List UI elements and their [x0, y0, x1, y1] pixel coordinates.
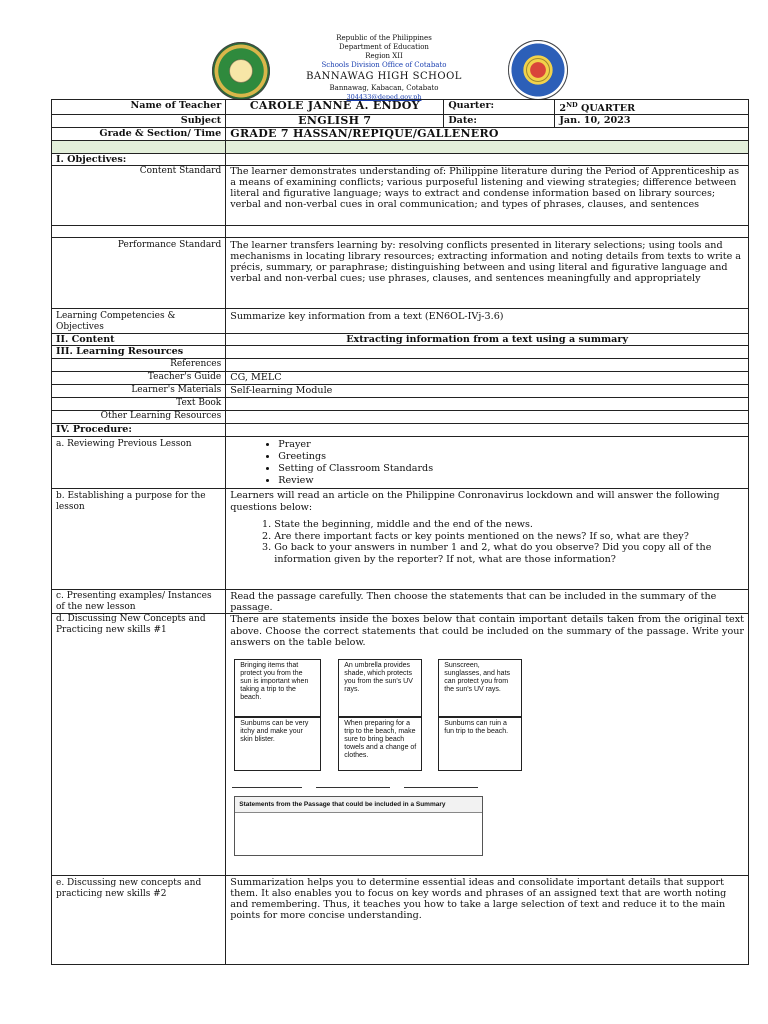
division-line: Schools Division Office of Cotabato: [321, 61, 447, 69]
textbook-row: [52, 398, 749, 411]
resources-heading-row: [52, 346, 749, 359]
purpose-row: [52, 489, 749, 590]
list-item: • Review: [278, 475, 744, 487]
list-item: 2. Are there important facts or key points mentioned on the news? If so, what are they?: [274, 531, 744, 543]
date-label: Date:: [444, 115, 555, 128]
letterhead-area: [0, 0, 768, 100]
competency-label: Learning Competencies & Objectives: [52, 309, 226, 334]
reviewing-lesson-row: [52, 437, 749, 489]
objectives-heading-row: [52, 154, 749, 166]
purpose-questions: [230, 519, 744, 565]
competency-row: [52, 309, 749, 334]
statement-boxes: [230, 659, 744, 867]
statement-box: Sunburns can ruin a fun trip to the beach.: [438, 717, 522, 771]
school-email-link[interactable]: 304433@deped.gov.ph: [346, 93, 422, 101]
teacher-name: CAROLE JANNE A. ENDOY: [226, 100, 444, 115]
region-line: Region XII: [365, 52, 403, 60]
content-topic: Extracting information from a text using a summary: [226, 334, 749, 346]
statement-box: Bringing items that protect you from the sun is important when taking a trip to the beach.: [234, 659, 321, 717]
learners-materials-value: Self-learning Module: [226, 385, 749, 398]
teacher-row: [52, 100, 749, 115]
green-band-left: [52, 141, 226, 154]
competency-text: Summarize key information from a text (EN6OL-IVj-3.6): [226, 309, 749, 334]
daily-lesson-log-table: [51, 99, 749, 965]
new-concepts-2-label: e. Discussing new concepts and practicing new skills #2: [52, 876, 226, 965]
references-row: [52, 359, 749, 372]
statement-box: Sunscreen, sunglasses, and hats can protect you from the sun's UV rays.: [438, 659, 522, 717]
textbook-label: Text Book: [52, 398, 226, 411]
answer-blank[interactable]: [404, 787, 478, 788]
date-value: Jan. 10, 2023: [555, 115, 749, 128]
grade-label: Grade & Section/ Time: [52, 128, 226, 141]
references-label: References: [52, 359, 226, 372]
learners-materials-label: Learner's Materials: [52, 385, 226, 398]
list-item: 1. State the beginning, middle and the end of the news.: [274, 519, 744, 531]
content-standard-text: The learner demonstrates understanding of: Philippine literature during the Period of Apprenticeship as a means of examining conflicts; various purposeful listening and viewing strategies; difference between literal and figurative language; ways to extract and condense information based on library sources; verbal and non-verbal cues in oral communication; and types of phrases, clauses, and sentences: [226, 166, 749, 226]
quarter-label: Quarter:: [444, 100, 555, 115]
new-concepts-1-text: There are statements inside the boxes below that contain important details taken from the original text above. Choose the correct statements that could be included on the summary of the passage. Write your answers on the table below.: [230, 614, 744, 649]
school-name: BANNAWAG HIGH SCHOOL: [306, 71, 462, 82]
resources-heading: III. Learning Resources: [52, 346, 226, 359]
answer-blank[interactable]: [316, 787, 390, 788]
teacher-label: Name of Teacher: [52, 100, 226, 115]
department-line: Department of Education: [339, 43, 429, 51]
grade-row: [52, 128, 749, 141]
green-band-right: [226, 141, 749, 154]
performance-standard-text: The learner transfers learning by: resolving conflicts presented in literary selections; using tools and mechanisms in locating library resources; extracting information and noting details from texts to write a précis, summary, or paraphrase; distinguishing between and using literal and figurative language and verbal and non-verbal cues; use phrases, clauses, and sentences meaningfully and appropriately: [226, 238, 749, 309]
new-concepts-1-label: d. Discussing New Concepts and Practicing new skills #1: [52, 614, 226, 876]
quarter-value: 2ND QUARTER: [555, 100, 749, 115]
examples-text: Read the passage carefully. Then choose the statements that can be included in the summary of the passage.: [226, 590, 749, 614]
objectives-heading: I. Objectives:: [52, 154, 226, 166]
summary-table-answer-area[interactable]: [235, 813, 482, 857]
new-concepts-1-row: [52, 614, 749, 876]
statement-box: An umbrella provides shade, which protects you from the sun's UV rays.: [338, 659, 422, 717]
performance-standard-label: Performance Standard: [52, 238, 226, 309]
other-resources-row: [52, 411, 749, 424]
school-address: Bannawag, Kabacan, Cotabato: [329, 84, 439, 92]
other-resources-label: Other Learning Resources: [52, 411, 226, 424]
subject-label: Subject: [52, 115, 226, 128]
statement-box: When preparing for a trip to the beach, make sure to bring beach towels and a change of clothes.: [338, 717, 422, 771]
procedure-heading-row: [52, 424, 749, 437]
list-item: 3. Go back to your answers in number 1 and 2, what do you observe? Did you copy all of the information given by the reporter? If not, what are those information?: [274, 542, 744, 565]
content-standard-label: Content Standard: [52, 166, 226, 226]
new-concepts-2-text: Summarization helps you to determine essential ideas and consolidate important details that support them. It also enables you to focus on key words and phrases of an assigned text that are worth noting and remembering. Thus, it teaches you how to take a large selection of text and reduce it to the main points for more concise understanding.: [226, 876, 749, 965]
grade-value: GRADE 7 HASSAN/REPIQUE/GALLENERO: [226, 128, 749, 141]
green-band-row: [52, 141, 749, 154]
reviewing-lesson-label: a. Reviewing Previous Lesson: [52, 437, 226, 489]
summary-table-header: Statements from the Passage that could be included in a Summary: [235, 797, 482, 813]
procedure-heading: IV. Procedure:: [52, 424, 226, 437]
purpose-label: b. Establishing a purpose for the lesson: [52, 489, 226, 590]
examples-row: [52, 590, 749, 614]
answer-blank[interactable]: [232, 787, 302, 788]
review-list: [230, 439, 744, 487]
letterhead-text: [0, 34, 768, 102]
examples-label: c. Presenting examples/ Instances of the new lesson: [52, 590, 226, 614]
content-row: [52, 334, 749, 346]
list-item: • Prayer: [278, 439, 744, 451]
content-heading: II. Content: [52, 334, 226, 346]
republic-line: Republic of the Philippines: [336, 34, 432, 42]
list-item: • Setting of Classroom Standards: [278, 463, 744, 475]
teachers-guide-label: Teacher's Guide: [52, 372, 226, 385]
performance-standard-row: [52, 238, 749, 309]
subject-value: ENGLISH 7: [226, 115, 444, 128]
subject-row: [52, 115, 749, 128]
new-concepts-2-row: [52, 876, 749, 965]
content-standard-row: [52, 166, 749, 226]
summary-table: [234, 796, 483, 856]
statement-box: Sunburns can be very itchy and make your skin blister.: [234, 717, 321, 771]
learners-materials-row: [52, 385, 749, 398]
list-item: • Greetings: [278, 451, 744, 463]
teachers-guide-row: [52, 372, 749, 385]
teachers-guide-value: CG, MELC: [226, 372, 749, 385]
purpose-intro: Learners will read an article on the Philippine Conronavirus lockdown and will answer the following questions below:: [230, 490, 720, 513]
